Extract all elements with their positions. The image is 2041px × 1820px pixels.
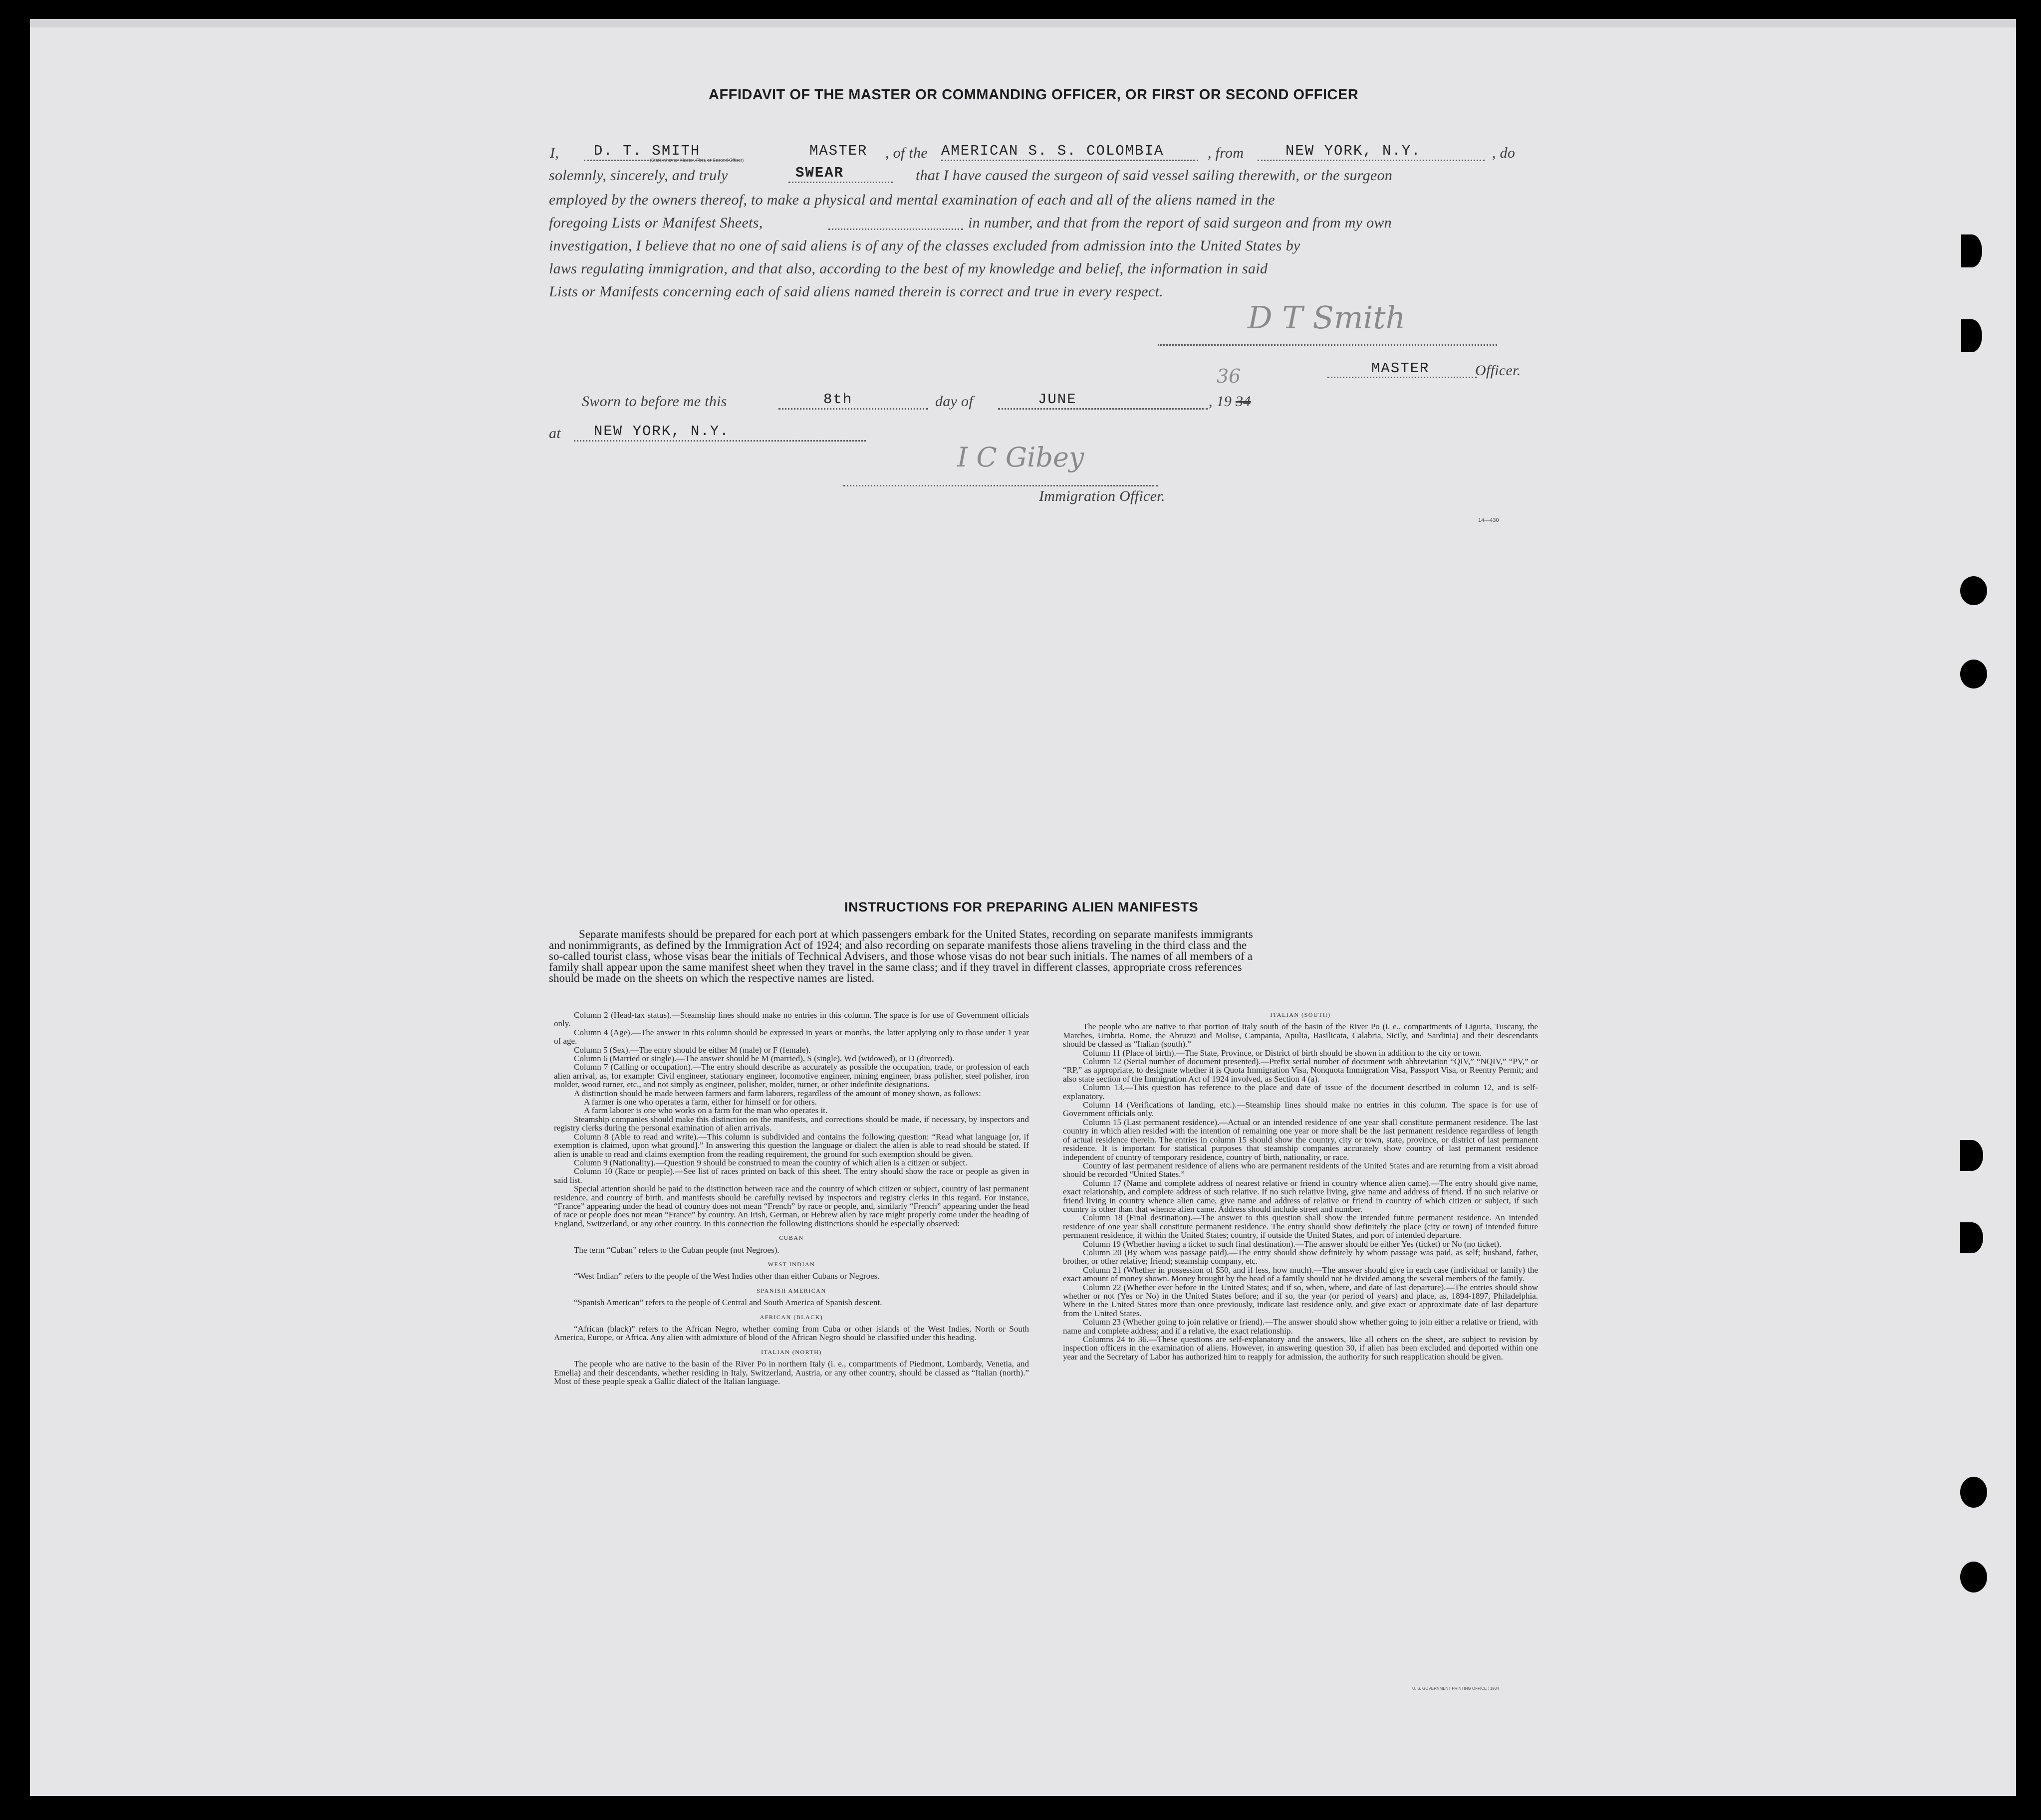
at-label: at <box>549 425 561 442</box>
section-heading-cuban: CUBAN <box>779 1234 804 1242</box>
instruction-paragraph: The people who are native to that portion of Italy south of the basin of the River Po (i. e., compartments of Liguria, Tuscany, the Marches, Umbria, Rome, the Abruzzi and Molise, Campania, Apulia, Basilicata, Calabria, Sicily, and Sardinia) and their descendants should be classed as “Italian (south).” <box>1063 1022 1538 1049</box>
instruction-paragraph: Column 15 (Last permanent residence).—Actual or an intended residence of one year shall constitute permanent residence. The last country in which alien resided with the intention of remaining one year or more shall be the last permanent residence regardless of length of actual residence therein. The entries in column 15 should show the country, city or town, state, province, or district of last permanent residence. It is important for statistical purposes that steamship companies accurately show country of last permanent residence independent of country of temporary residence, country of birth, nationality, or race. <box>1063 1117 1538 1162</box>
instruction-paragraph: Column 14 (Verifications of landing, etc.).—Steamship lines should make no entries in this column. The space is for use of Government officials only. <box>1063 1100 1538 1119</box>
day-line <box>778 408 928 410</box>
instructions-left-column <box>554 1011 1029 1385</box>
sworn-month: JUNE <box>1038 391 1077 408</box>
signature-line <box>1158 344 1497 346</box>
section-heading-italian-south: ITALIAN (SOUTH) <box>1270 1011 1331 1018</box>
instruction-paragraph: Steamship companies should make this distinction on the manifests, and corrections should be made, if necessary, by inspectors and registry clerks during the personal examination of alien arrivals. <box>554 1114 1029 1133</box>
count-line <box>828 228 963 230</box>
instruction-paragraph: Column 20 (By whom was passage paid).—The entry should show definitely by whom passage was paid, as self; husband, father, brother, or other relative; friend; steamship company, etc. <box>1063 1247 1538 1266</box>
intro-line: Separate manifests should be prepared for each port at which passengers embark for the United States, recording on separate manifests immigrants <box>579 928 1253 940</box>
instruction-paragraph: Column 8 (Able to read and write).—This column is subdivided and contains the following question: “Read what language [or, if exemption is claimed, upon what ground].” In answering this question the language or dialect the alien is able to read should be stated. If alien is unable to read and claims exemption from the reading requirement, the ground for such exemption should be given. <box>554 1132 1029 1159</box>
intro-line: should be made on the sheets on which the respective names are listed. <box>549 972 875 984</box>
printer-imprint: U. S. GOVERNMENT PRINTING OFFICE : 1934 <box>1412 1686 1499 1691</box>
instruction-paragraph: “Spanish American” refers to the people of Central and South America of Spanish descent. <box>574 1298 882 1308</box>
intro-paragraph <box>549 929 1535 984</box>
year-struck: 34 <box>1236 393 1251 410</box>
instruction-paragraph: Columns 24 to 36.—These questions are self-explanatory and the answers, like all others on the sheet, are subject to revision by inspection officers in the examination of aliens. However, in answering question 30, if alien has been excluded and deported within one year and the Secretary of Labor has authorized him to reapply for admission, the authority for such reapplication should be given. <box>1063 1335 1538 1362</box>
state-note: (State whether Master, First, or Second Officer) <box>650 158 744 163</box>
section-heading-italian-north: ITALIAN (NORTH) <box>761 1348 822 1356</box>
from-label: , from <box>1208 145 1244 161</box>
intro-line: and nonimmigrants, as defined by the Immigration Act of 1924; and also recording on separate manifests those aliens traveling in the third class and the <box>549 939 1247 951</box>
officer-line <box>1327 377 1477 378</box>
day-of-label: day of <box>935 393 973 410</box>
instruction-paragraph: Column 23 (Whether going to join relative or friend).—The answer should show whether going to join either a relative or friend, with name and complete address; and if a relative, the exact relationship. <box>1063 1317 1538 1336</box>
master-signature: D T Smith <box>1248 299 1406 336</box>
section-heading-west-indian: WEST INDIAN <box>767 1260 815 1268</box>
immigration-label: Immigration Officer. <box>1039 488 1165 504</box>
affidavit-i: I, <box>550 145 559 161</box>
form-number: 14—430 <box>1478 517 1499 523</box>
instruction-paragraph: Special attention should be paid to the distinction between race and the country of which citizen or subject, country of last permanent residence, and country of birth, and manifests should be carefully revised by inspectors and registry clerks in this regard. For instance, “France” appearing under the head of country does not mean “French” by race or people, and, similarly “French” appearing under the head of race or people does not mean “France” by country. An Irish, German, or Hebrew alien by race might properly come under the heading of England, Switzerland, or any other country. In this connection the following distinctions should be especially observed: <box>554 1184 1029 1228</box>
section-heading-african: AFRICAN (BLACK) <box>760 1313 823 1321</box>
instruction-paragraph: Column 7 (Calling or occupation).—The entry should describe as accurately as possible the occupation, trade, or profession of each alien arrival, as, for example: Civil engineer, stationary engineer, locomotive engineer, mining engineer, brass polisher, steel polisher, iron molder, wood turner, etc., and not simply as engineer, polisher, molder, turner, or other indefinite designations. <box>554 1062 1029 1090</box>
instruction-paragraph: A distinction should be made between farmers and farm laborers, regardless of the amount of money shown, as follows: <box>574 1088 981 1098</box>
instruction-paragraph: Column 2 (Head-tax status).—Steamship lines should make no entries in this column. The space is for use of Government officials only. <box>554 1010 1029 1029</box>
binder-hole <box>1960 1140 1983 1171</box>
sworn-place: NEW YORK, N.Y. <box>594 423 730 440</box>
instruction-paragraph: Column 4 (Age).—The answer in this column should be expressed in years or months, the latter applying only to those under 1 year of age. <box>554 1027 1029 1046</box>
vessel-name: AMERICAN S. S. COLOMBIA <box>941 143 1164 159</box>
port-line <box>1258 160 1485 161</box>
instructions-title: INSTRUCTIONS FOR PREPARING ALIEN MANIFESTS <box>844 900 1199 914</box>
instruction-paragraph: Column 12 (Serial number of document presented).—Prefix serial number of document with abbreviation “QIV,” “NQIV,” “PV,” or “RP,” as appropriate, to designate whether it is Quota Immigration Visa, Nonquota Immigration Visa, Passport Visa, or Reentry Permit; and also state section of the Immigration Act of 1924 involved, as Section 4 (a). <box>1063 1057 1538 1084</box>
binder-hole <box>1960 1477 1987 1508</box>
instruction-paragraph: A farmer is one who operates a farm, either for himself or for others. <box>584 1097 817 1107</box>
binder-hole <box>1960 660 1987 688</box>
instruction-paragraph: “African (black)” refers to the African Negro, whether coming from Cuba or other islands of the West Indies, North or South America, Europe, or Africa. Any alien with admixture of blood of the African Negro should be classified under this heading. <box>554 1324 1029 1343</box>
do-label: , do <box>1492 145 1516 161</box>
binder-hole <box>1960 1222 1983 1253</box>
oath-word: SWEAR <box>795 165 844 181</box>
year-prefix: , 19 <box>1209 393 1232 410</box>
port-name: NEW YORK, N.Y. <box>1285 143 1421 159</box>
instruction-paragraph: Column 10 (Race or people).—See list of races printed on back of this sheet. The entry should show the race or people as given in said list. <box>554 1166 1029 1185</box>
vessel-line <box>941 160 1198 161</box>
sworn-text: Sworn to before me this <box>582 393 727 410</box>
line4a-text: foregoing Lists or Manifest Sheets, <box>549 215 763 231</box>
instruction-paragraph: Column 22 (Whether ever before in the United States; and if so, when, where, and date of last departure).—The entries should show whether or not (Yes or No) in the United States before; and if so, the year (or period of years) and place, as, 1894-1897, Philadelphia. Where in the United States more than once previously, indicate last residence only, and give exact or approximate date of last departure from the United States. <box>1063 1282 1538 1318</box>
month-line <box>998 408 1208 410</box>
oath-line <box>788 182 893 183</box>
line4b-text: in number, and that from the report of said surgeon and from my own <box>968 215 1392 231</box>
intro-line: so-called tourist class, whose visas bear the initials of Technical Advisers, and those whose visas do not bear such initials. The names of all members of a <box>549 950 1253 962</box>
place-line <box>574 440 866 442</box>
instruction-paragraph: Column 13.—This question has reference to the place and date of issue of the document described in column 12, and is self-explanatory. <box>1063 1083 1538 1101</box>
line3-text: employed by the owners thereof, to make a physical and mental examination of each and all of the aliens named in the <box>549 192 1276 208</box>
instruction-paragraph: Country of last permanent residence of aliens who are permanent residents of the United States and are returning from a visit abroad should be recorded “United States.” <box>1063 1160 1538 1179</box>
immigration-signature: I C Gibey <box>957 442 1084 473</box>
binder-hole <box>1960 1562 1987 1592</box>
instruction-paragraph: A farm laborer is one who works on a farm for the man who operates it. <box>584 1106 828 1116</box>
line7-text: Lists or Manifests concerning each of said aliens named therein is correct and true in every respect. <box>549 283 1163 300</box>
officer-label: Officer. <box>1475 362 1521 379</box>
binder-hole <box>1960 576 1987 605</box>
officer-rank: MASTER <box>1371 360 1430 377</box>
instruction-paragraph: Column 18 (Final destination).—The answer to this question shall show the intended future permanent residence. An intended residence of one year shall constitute permanent residence. The entry should show definitely the place (city or town) of intended future permanent residence, if within the United States; country, if outside the United States, and port of intended departure. <box>1063 1213 1538 1240</box>
master-name: D. T. SMITH <box>594 143 701 159</box>
of-the: , of the <box>885 145 928 161</box>
instruction-paragraph: Column 17 (Name and complete address of nearest relative or friend in country whence alien came).—The entry should give name, exact relationship, and complete address of such relative. If no such relative living, give name and address of friend. If no such relative or friend living in country whence alien came, give name and address of relative or friend in country of which citizen or subject, if such country is other than that whence alien came. Address should include street and number. <box>1063 1178 1538 1214</box>
year-correction: 36 <box>1217 365 1241 387</box>
solemnly-text: solemnly, sincerely, and truly <box>549 167 728 184</box>
line5-text: investigation, I believe that no one of said aliens is of any of the classes excluded from admission into the United States by <box>549 237 1300 254</box>
instruction-paragraph: Column 21 (Whether in possession of $50, and if less, how much).—The answer should give in each case (individual or family) the exact amount of money shown. Money brought by the head of a family should not be divided among the several members of the family. <box>1063 1265 1538 1284</box>
instructions-right-column <box>1063 1011 1538 1361</box>
instruction-paragraph: Column 11 (Place of birth).—The State, Province, or District of birth should be shown in addition to the city or town. <box>1083 1048 1482 1058</box>
master-rank: MASTER <box>809 143 868 159</box>
instruction-paragraph: Column 19 (Whether having a ticket to such final destination).—The answer should be either Yes (ticket) or No (no ticket). <box>1083 1239 1502 1249</box>
line6-text: laws regulating immigration, and that also, according to the best of my knowledge and belief, the information in said <box>549 260 1268 277</box>
section-heading-spanish-american: SPANISH AMERICAN <box>757 1287 826 1294</box>
binder-hole <box>1961 234 1982 267</box>
instruction-paragraph: Column 6 (Married or single).—The answer should be M (married), S (single), Wd (widowed), or D (divorced). <box>574 1054 955 1064</box>
instruction-paragraph: The term “Cuban” refers to the Cuban people (not Negroes). <box>574 1245 779 1255</box>
instruction-paragraph: Column 9 (Nationality).—Question 9 should be construed to mean the country of which alien is a citizen or subject. <box>574 1157 968 1167</box>
immigration-line <box>843 485 1158 486</box>
intro-line: family shall appear upon the same manifest sheet when they travel in the same class; and if they travel in different classes, appropriate cross references <box>549 961 1242 973</box>
line2-text: that I have caused the surgeon of said vessel sailing therewith, or the surgeon <box>916 167 1393 184</box>
instruction-paragraph: “West Indian” refers to the people of the West Indies other than either Cubans or Negroes. <box>574 1271 880 1281</box>
sworn-day: 8th <box>823 391 853 408</box>
instruction-paragraph: Column 5 (Sex).—The entry should be either M (male) or F (female). <box>574 1045 811 1055</box>
affidavit-title: AFFIDAVIT OF THE MASTER OR COMMANDING OFFICER, OR FIRST OR SECOND OFFICER <box>709 87 1359 103</box>
binder-hole <box>1961 319 1982 352</box>
instruction-paragraph: The people who are native to the basin of the River Po in northern Italy (i. e., compartments of Piedmont, Lombardy, Venetia, and Emelia) and their descendants, whether residing in Italy, Switzerland, Austria, or any other country, should be classed as “Italian (north).” Most of these people speak a Gallic dialect of the Italian language. <box>554 1359 1029 1386</box>
